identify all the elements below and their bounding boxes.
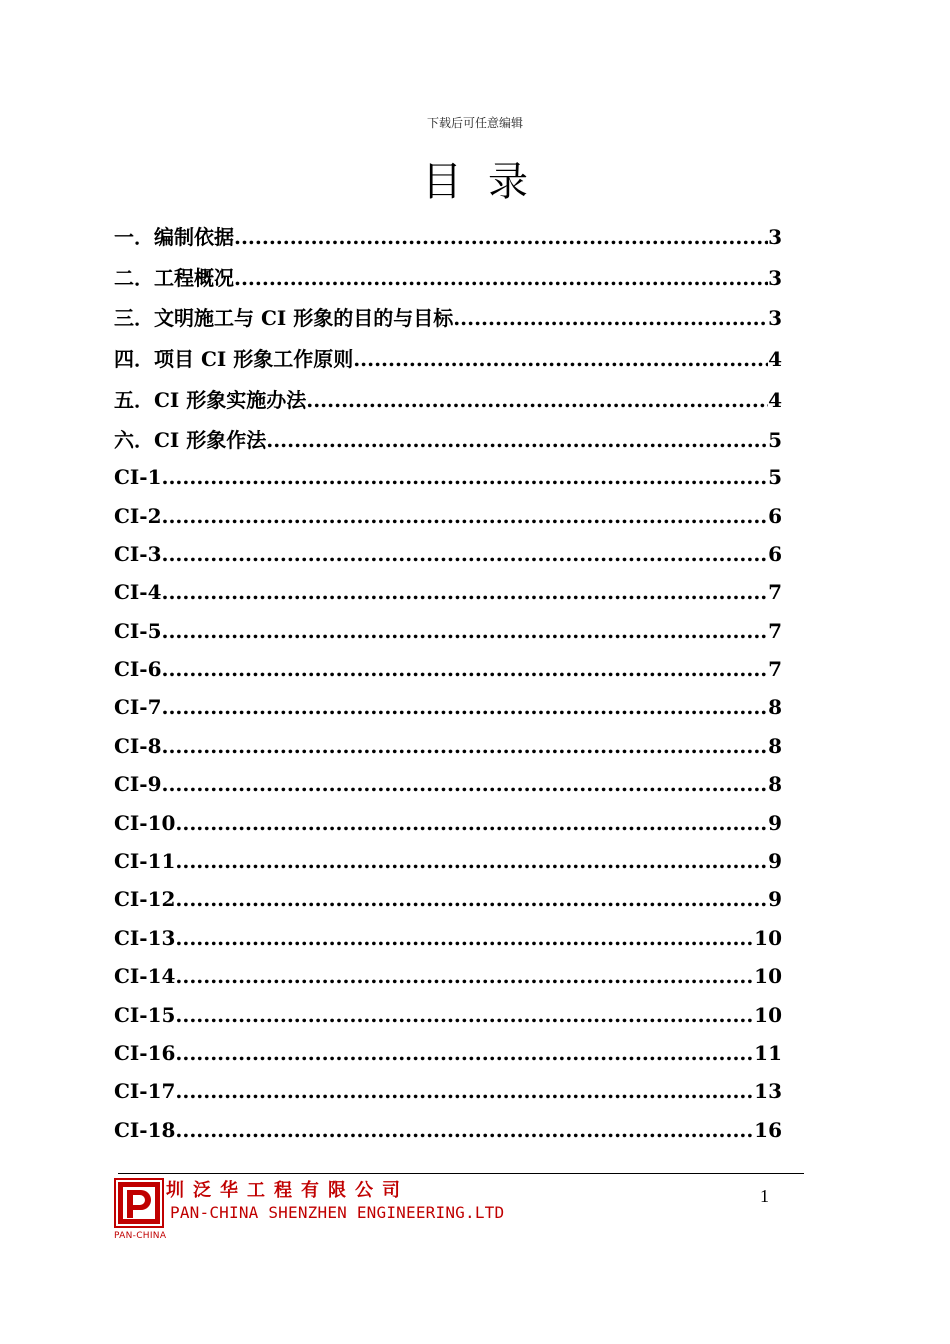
toc-entry[interactable] [114, 503, 782, 541]
toc-entry-page: 8 [768, 733, 782, 758]
toc-entry-page: 9 [768, 887, 782, 912]
toc-entry-label: CI-1 [114, 465, 162, 490]
toc-entry[interactable] [114, 618, 782, 656]
toc-dot-leader [175, 925, 754, 951]
toc-entry-label: CI-13 [114, 925, 176, 950]
toc-entry-page: 13 [754, 1079, 782, 1104]
company-name-cn: 圳泛华工程有限公司 [166, 1180, 409, 1201]
toc-entry-page: 10 [754, 925, 782, 950]
toc-dot-leader [162, 656, 769, 682]
toc-entry-page: 7 [768, 618, 782, 643]
toc-entry[interactable] [114, 261, 782, 302]
toc-entry-label: CI-7 [114, 695, 162, 720]
toc-dot-leader [266, 423, 768, 457]
toc-entry-label: 五．CI 形象实施办法 [114, 387, 307, 412]
header-note: 下载后可任意编辑 [426, 116, 523, 130]
toc-entry-page: 9 [768, 849, 782, 874]
toc-entry-page: 10 [754, 964, 782, 989]
toc-entry-label: CI-3 [114, 541, 162, 566]
logo-caption: PAN-CHINA [114, 1231, 167, 1241]
toc-entry-page: 7 [768, 657, 782, 682]
toc-entry-page: 5 [768, 428, 782, 453]
toc-entry[interactable] [114, 579, 782, 617]
page-number: 1 [760, 1186, 769, 1206]
toc-dot-leader [453, 301, 768, 335]
toc-entry-label: CI-4 [114, 580, 162, 605]
toc-dot-leader [162, 464, 769, 490]
toc-entry[interactable] [114, 464, 782, 502]
toc-dot-leader [175, 848, 768, 874]
toc-entry[interactable] [114, 423, 782, 464]
toc-entry-label: CI-16 [114, 1040, 176, 1065]
toc-dot-leader [162, 733, 769, 759]
toc-entry-label: CI-11 [114, 849, 176, 874]
toc-entry-label: CI-12 [114, 887, 176, 912]
toc-entry-label: CI-17 [114, 1079, 176, 1104]
toc-entry-page: 6 [768, 503, 782, 528]
toc-entry[interactable] [114, 925, 782, 963]
toc-dot-leader [175, 886, 768, 912]
toc-dot-leader [162, 771, 769, 797]
toc-entry-label: 四．项目 CI 形象工作原则 [114, 347, 354, 372]
toc-entry-page: 8 [768, 772, 782, 797]
toc-entry[interactable] [114, 301, 782, 342]
footer-divider [118, 1173, 804, 1174]
toc-dot-leader [175, 1040, 754, 1066]
toc-entry-label: 三．文明施工与 CI 形象的目的与目标 [114, 306, 454, 331]
toc-dot-leader [162, 579, 769, 605]
toc-entry-label: CI-6 [114, 657, 162, 682]
toc-entry-page: 9 [768, 810, 782, 835]
toc-dot-leader [234, 261, 768, 295]
toc-entry-page: 10 [754, 1002, 782, 1027]
toc-entry-page: 16 [754, 1117, 782, 1142]
toc-dot-leader [175, 963, 754, 989]
toc-entry-label: CI-14 [114, 964, 176, 989]
toc-dot-leader [175, 1002, 754, 1028]
toc-dot-leader [175, 1078, 754, 1104]
toc-dot-leader [234, 220, 768, 254]
toc-entry-label: CI-2 [114, 503, 162, 528]
toc-dot-leader [306, 383, 768, 417]
toc-entry-page: 8 [768, 695, 782, 720]
toc-entry[interactable] [114, 656, 782, 694]
toc-entry[interactable] [114, 810, 782, 848]
table-of-contents [114, 220, 782, 1155]
toc-entry-page: 3 [768, 306, 782, 331]
toc-entry[interactable] [114, 1040, 782, 1078]
toc-dot-leader [162, 618, 769, 644]
company-name-en: PAN-CHINA SHENZHEN ENGINEERING.LTD [170, 1203, 505, 1222]
toc-entry-page: 3 [768, 225, 782, 249]
toc-entry-page: 4 [768, 347, 782, 372]
toc-entry-page: 3 [768, 265, 782, 290]
toc-entry[interactable] [114, 694, 782, 732]
toc-entry[interactable] [114, 771, 782, 809]
company-logo-icon [114, 1178, 164, 1228]
toc-entry-page: 6 [768, 541, 782, 566]
toc-dot-leader [162, 541, 769, 567]
toc-entry-label: CI-15 [114, 1002, 176, 1027]
toc-entry[interactable] [114, 1002, 782, 1040]
toc-entry[interactable] [114, 541, 782, 579]
toc-dot-leader [162, 503, 769, 529]
toc-dot-leader [353, 342, 768, 376]
page-title: 目录 [422, 159, 554, 205]
toc-entry[interactable] [114, 383, 782, 424]
toc-entry[interactable] [114, 963, 782, 1001]
toc-entry-label: 一．编制依据 [114, 225, 234, 249]
toc-entry[interactable] [114, 1078, 782, 1116]
toc-dot-leader [175, 1117, 754, 1143]
toc-entry-label: CI-18 [114, 1117, 176, 1142]
toc-entry-label: CI-5 [114, 618, 162, 643]
toc-entry[interactable] [114, 886, 782, 924]
toc-entry[interactable] [114, 848, 782, 886]
toc-entry-label: 六．CI 形象作法 [114, 428, 267, 453]
toc-dot-leader [175, 810, 768, 836]
toc-entry-page: 4 [768, 387, 782, 412]
toc-entry-page: 7 [768, 580, 782, 605]
toc-entry-label: 二．工程概况 [114, 265, 234, 290]
toc-entry-label: CI-10 [114, 810, 176, 835]
toc-entry-label: CI-9 [114, 772, 162, 797]
toc-entry-page: 5 [768, 465, 782, 490]
toc-entry[interactable] [114, 220, 782, 261]
toc-entry-label: CI-8 [114, 733, 162, 758]
toc-entry[interactable] [114, 733, 782, 771]
toc-entry[interactable] [114, 1117, 782, 1155]
toc-entry[interactable] [114, 342, 782, 383]
toc-entry-page: 11 [754, 1040, 782, 1065]
toc-dot-leader [162, 694, 769, 720]
